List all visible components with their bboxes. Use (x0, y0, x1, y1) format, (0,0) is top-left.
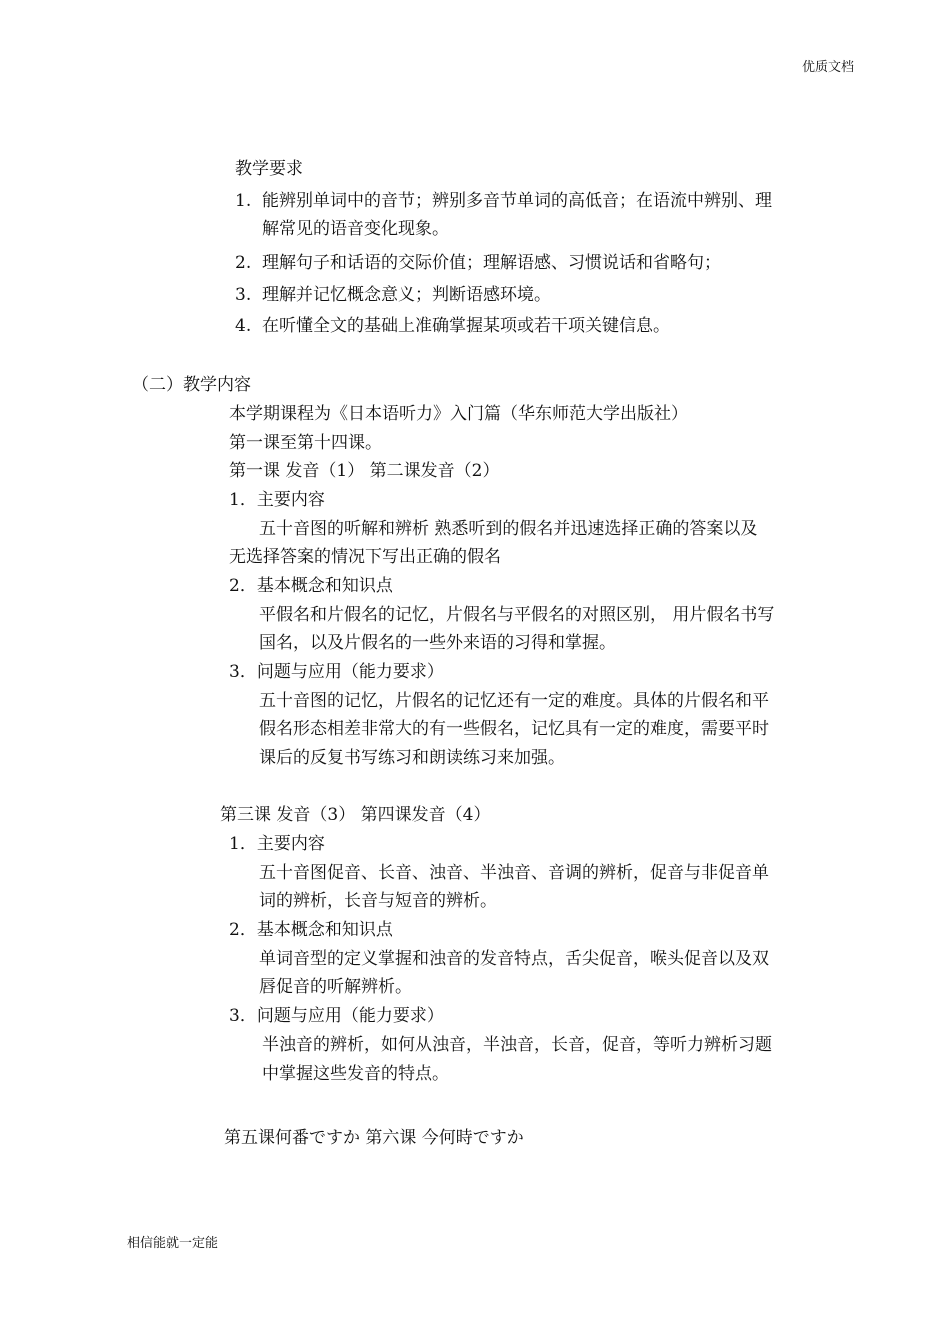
requirement-3-line-1: 理解并记忆概念意义；判断语感环境。 (262, 285, 551, 305)
lesson-1-2-section-1-label: 1．主要内容 (229, 490, 325, 510)
lesson-1-2-section-3-line-1: 五十音图的记忆，片假名的记忆还有一定的难度。具体的片假名和平 (259, 691, 769, 711)
lesson-1-2-section-1-line-1: 五十音图的听解和辨析 熟悉听到的假名并迅速选择正确的答案以及 (259, 519, 758, 539)
lesson-1-2-section-2-label: 2．基本概念和知识点 (229, 576, 393, 596)
requirement-4-line-1: 在听懂全文的基础上准确掌握某项或若干项关键信息。 (262, 316, 670, 336)
requirement-3-number: 3. (235, 285, 252, 305)
requirements-title: 教学要求 (235, 159, 303, 179)
content-intro-line-1: 本学期课程为《日本语听力》入门篇（华东师范大学出版社） (229, 404, 688, 424)
content-intro-line-2: 第一课至第十四课。 (229, 433, 382, 453)
content-heading: （二）教学内容 (132, 375, 251, 395)
lesson-1-2-section-3-line-2: 假名形态相差非常大的有一些假名，记忆具有一定的难度，需要平时 (259, 719, 769, 739)
lesson-3-4-section-3-line-2: 中掌握这些发音的特点。 (262, 1064, 449, 1084)
lesson-3-4-title: 第三课 发音（3） 第四课发音（4） (220, 805, 491, 825)
page-header: 优质文档 (802, 60, 855, 75)
lesson-1-2-section-2-line-2: 国名，以及片假名的一些外来语的习得和掌握。 (259, 633, 616, 653)
lesson-1-2-section-2-line-1: 平假名和片假名的记忆，片假名与平假名的对照区别， 用片假名书写 (259, 605, 775, 625)
lesson-3-4-section-1-line-1: 五十音图促音、长音、浊音、半浊音、音调的辨析，促音与非促音单 (259, 863, 769, 883)
page-footer: 相信能就一定能 (127, 1236, 219, 1251)
requirement-1-number: 1. (235, 191, 252, 211)
requirement-1-line-1: 能辨别单词中的音节；辨别多音节单词的高低音；在语流中辨别、理 (262, 191, 772, 211)
requirement-2-line-1: 理解句子和话语的交际价值；理解语感、习惯说话和省略句； (262, 253, 721, 273)
lesson-1-2-title: 第一课 发音（1） 第二课发音（2） (229, 461, 500, 481)
lesson-3-4-section-1-label: 1．主要内容 (229, 834, 325, 854)
requirement-2-number: 2. (235, 253, 252, 273)
lesson-3-4-section-1-line-2: 词的辨析，长音与短音的辨析。 (259, 891, 497, 911)
lesson-1-2-section-3-line-3: 课后的反复书写练习和朗读练习来加强。 (259, 748, 565, 768)
lesson-1-2-section-3-label: 3．问题与应用（能力要求） (229, 662, 444, 682)
lesson-3-4-section-2-label: 2．基本概念和知识点 (229, 920, 393, 940)
requirement-1-line-2: 解常见的语音变化现象。 (262, 219, 449, 239)
lesson-3-4-section-2-line-1: 单词音型的定义掌握和浊音的发音特点，舌尖促音，喉头促音以及双 (259, 949, 769, 969)
requirement-4-number: 4. (235, 316, 252, 336)
lesson-5-6-title: 第五课何番ですか 第六课 今何時ですか (224, 1128, 524, 1148)
lesson-3-4-section-3-line-1: 半浊音的辨析，如何从浊音，半浊音，长音，促音，等听力辨析习题 (262, 1035, 772, 1055)
lesson-3-4-section-3-label: 3．问题与应用（能力要求） (229, 1006, 444, 1026)
lesson-1-2-section-1-line-2: 无选择答案的情况下写出正确的假名 (229, 547, 501, 567)
lesson-3-4-section-2-line-2: 唇促音的听解辨析。 (259, 977, 412, 997)
